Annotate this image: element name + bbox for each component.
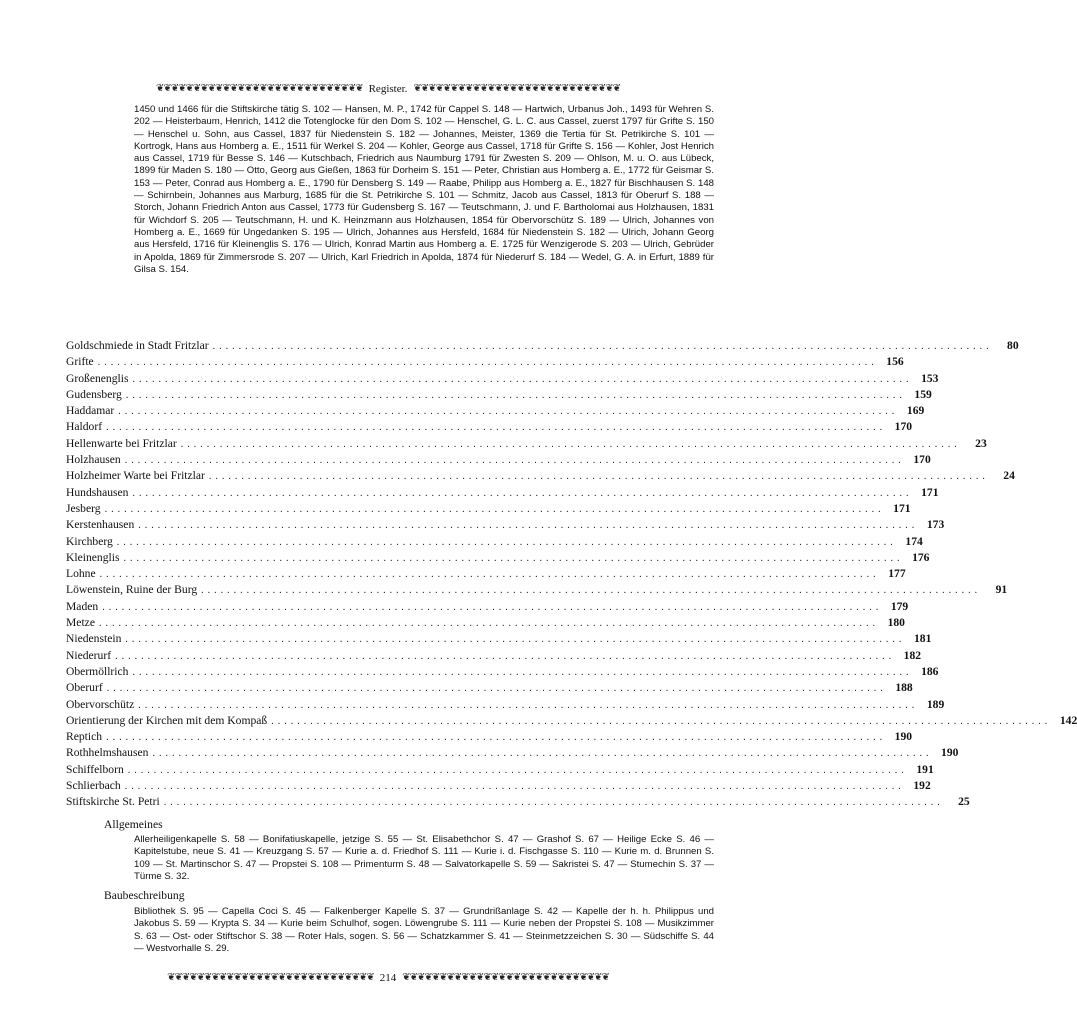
- index-entry: [66, 632, 932, 648]
- leader-dots: ........................................................................................................................: [132, 373, 913, 385]
- index-entry-page: 25: [958, 795, 970, 809]
- index-entry-name: Schiffelborn: [66, 762, 124, 776]
- index-entry-name: Schlierbach: [66, 779, 121, 793]
- index-entry-name: Orientierung der Kirchen mit dem Kompaß: [66, 713, 268, 727]
- index-entry-name: Rothhelmshausen: [66, 746, 149, 760]
- index-entry-name: Holzhausen: [66, 453, 121, 467]
- index-entry: [66, 436, 987, 453]
- page-number: 214: [379, 972, 397, 984]
- index-entry-name: Hellenwarte bei Fritzlar: [66, 436, 177, 450]
- index-entry-name: Löwenstein, Ruine der Burg: [66, 583, 198, 597]
- index-entry-page: 142: [1059, 713, 1077, 727]
- header-ornament-left: ❦❦❦❦❦❦❦❦❦❦❦❦❦❦❦❦❦❦❦❦❦❦❦❦❦❦❦❦: [155, 83, 363, 94]
- leader-dots: ........................................................................................................................: [104, 503, 885, 515]
- index-entry: [66, 404, 925, 420]
- subheading-baubeschreibung: Baubeschreibung: [104, 889, 185, 902]
- index-entry-page: 190: [894, 730, 913, 744]
- index-entry-name: Großenenglis: [66, 371, 129, 385]
- index-entry: [66, 501, 911, 518]
- index-entry-page: 180: [887, 616, 905, 630]
- index-entry-name: Grifte: [66, 355, 94, 369]
- index-entry-name: Kirchberg: [66, 534, 113, 548]
- leader-dots: ........................................................................................................................: [132, 487, 913, 499]
- leader-dots: ........................................................................................................................: [271, 715, 1052, 727]
- index-entry-page: 176: [912, 550, 930, 564]
- index-entry-page: 80: [1007, 339, 1019, 352]
- index-entry: [66, 485, 939, 502]
- page-header: [62, 82, 714, 96]
- index-entry-name: Hundshausen: [66, 485, 129, 499]
- index-entry-name: Obermöllrich: [66, 664, 129, 678]
- index-entry-name: Obervorschütz: [66, 697, 135, 711]
- leader-dots: ........................................................................................................................: [115, 650, 896, 662]
- index-entry-name: Jesberg: [66, 501, 101, 515]
- index-entry-page: 181: [914, 632, 932, 646]
- index-entry-name: Haddamar: [66, 404, 115, 418]
- leader-dots: ........................................................................................................................: [123, 552, 904, 564]
- index-entry-page: 182: [903, 648, 922, 662]
- index-entry-name: Reptich: [66, 730, 103, 744]
- index-entry-name: Niedenstein: [66, 632, 122, 646]
- index-entry: [66, 550, 930, 567]
- leader-dots: ........................................................................................................................: [106, 732, 887, 744]
- index-entry: [66, 713, 1077, 730]
- leader-dots: ........................................................................................................................: [116, 536, 897, 548]
- index-entry: [66, 355, 904, 371]
- leader-dots: ........................................................................................................................: [102, 601, 883, 613]
- index-entry-name: Kerstenhausen: [66, 518, 135, 532]
- index-entry-name: Goldschmiede in Stadt Fritzlar: [66, 339, 209, 352]
- index-entry-name: Maden: [66, 599, 99, 613]
- index-entry-page: 189: [926, 697, 945, 711]
- index-entry: [66, 762, 934, 779]
- index-entry: [66, 746, 959, 762]
- header-ornament-right: ❦❦❦❦❦❦❦❦❦❦❦❦❦❦❦❦❦❦❦❦❦❦❦❦❦❦❦❦: [413, 83, 621, 94]
- leader-dots: ........................................................................................................................: [106, 422, 887, 434]
- index-entry: [66, 469, 1015, 485]
- leader-dots: ........................................................................................................................: [97, 357, 878, 369]
- index-entry-page: 190: [941, 746, 959, 760]
- index-entry-name: Kleinenglis: [66, 550, 120, 564]
- index-entry-page: 170: [894, 420, 913, 434]
- leader-dots: ........................................................................................................................: [118, 406, 899, 418]
- leader-dots: ........................................................................................................................: [138, 699, 919, 711]
- index-entry-name: Haldorf: [66, 420, 103, 434]
- header-title: Register.: [368, 83, 408, 95]
- index-entry: [66, 681, 913, 697]
- index-entry: [66, 616, 905, 632]
- index-entry: [66, 387, 932, 404]
- index-entry-page: 173: [926, 518, 945, 532]
- index-entry-name: Lohne: [66, 567, 96, 581]
- index-entry-page: 186: [921, 664, 939, 678]
- leader-dots: ........................................................................................................................: [124, 781, 905, 793]
- index-entry-page: 191: [916, 762, 934, 776]
- leader-dots: ........................................................................................................................: [127, 764, 908, 776]
- leader-dots: ........................................................................................................................: [180, 438, 961, 450]
- index-entry: [66, 795, 970, 811]
- index-entry: [66, 420, 913, 436]
- index-entry: [66, 730, 913, 746]
- leader-dots: ........................................................................................................................: [212, 341, 993, 352]
- index-entry: [66, 664, 939, 681]
- page-footer: [62, 971, 714, 985]
- index-entry-name: Holzheimer Warte bei Fritzlar: [66, 469, 205, 483]
- register-index: [66, 339, 1077, 812]
- index-entry-name: Oberurf: [66, 681, 103, 695]
- index-entry-page: 171: [921, 485, 939, 499]
- footer-ornament-right: ❦❦❦❦❦❦❦❦❦❦❦❦❦❦❦❦❦❦❦❦❦❦❦❦❦❦❦❦: [402, 972, 609, 983]
- index-entry-name: Gudensberg: [66, 387, 122, 401]
- index-entry-page: 159: [914, 387, 932, 401]
- index-entry: [66, 779, 931, 795]
- leader-dots: ........................................................................................................................: [125, 634, 906, 646]
- index-entry-page: 171: [893, 501, 911, 515]
- leader-dots: ........................................................................................................................: [201, 585, 982, 597]
- index-entry-name: Stiftskirche St. Petri: [66, 795, 160, 809]
- index-entry: [66, 567, 906, 583]
- index-entry: [66, 583, 1008, 599]
- subheading-allgemeines: Allgemeines: [104, 818, 163, 831]
- index-entry-name: Metze: [66, 616, 95, 630]
- index-entry: [66, 648, 922, 665]
- index-entry: [66, 599, 909, 616]
- leader-dots: ........................................................................................................................: [124, 455, 905, 467]
- index-entry-page: 170: [913, 453, 931, 467]
- leader-dots: ........................................................................................................................: [163, 797, 944, 809]
- index-entry: [66, 453, 931, 469]
- index-entry: [66, 697, 945, 714]
- index-entry-page: 188: [895, 681, 913, 695]
- index-entry-page: 24: [1003, 469, 1015, 483]
- leader-dots: ........................................................................................................................: [99, 569, 880, 581]
- leader-dots: ........................................................................................................................: [132, 666, 913, 678]
- index-entry-page: 91: [995, 583, 1008, 597]
- index-entry-page: 174: [905, 534, 923, 548]
- bell-founders-paragraph: 1450 und 1466 für die Stiftskirche tätig S. 102 — Hansen, M. P., 1742 für Cappel S. 148 — Hartwich, Urbanus Joh., 1493 für Wehren S. 202 — Heisterbaum, Henrich, 1412 die Totenglocke für den Dom S. 102 — Henschel, G. L. C. aus Cassel, zuerst 1797 für Grifte S. 150 — Henschel u. Sohn, aus Cassel, 1837 für Niedenstein S. 182 — Johannes, Meister, 1369 die Tertia für St. Petrikirche S. 101 — Kortrogk, Hans aus Homberg a. E., 1511 für Werkel S. 204 — Kohler, George aus Cassel, 1718 für Grifte S. 156 — Kohler, Jost Henrich aus Cassel, 1719 für Besse S. 146 — Kutschbach, Friedrich aus Naumburg 1791 für Zwesten S. 209 — Ohlson, M. u. O. aus Lübeck, 1899 für Maden S. 180 — Otto, Georg aus Gießen, 1863 für Dorheim S. 151 — Peter, Christian aus Homberg a. E., 1772 für Geismar S. 153 — Peter, Conrad aus Homberg a. E., 1790 für Densberg S. 149 — Raabe, Philipp aus Homberg a. E., 1827 für Bischhausen S. 148 — Schirnbein, Johannes aus Marburg, 1685 für die St. Petrikirche S. 101 — Schmitz, Jacob aus Cassel, 1813 für Oberurf S. 188 — Storch, Johann Friedrich Anton aus Cassel, 1773 für Gudensberg S. 167 — Teutschmann, J. und F. Bartholomai aus Holzhausen, 1831 für Wichdorf S. 205 — Teutschmann, H. und K. Heinzmann aus Holzhausen, 1854 für Obervorschütz S. 189 — Ulrich, Johannes von Homberg a. E., 1669 für Ungedanken S. 195 — Ulrich, Johannes aus Hersfeld, 1684 für Niedenstein S. 182 — Ulrich, Johann Georg aus Hersfeld, 1716 für Kleinenglis S. 176 — Ulrich, Konrad Martin aus Homberg a. E. 1725 für Wenzigerode S. 203 — Ulrich, Gebrüder in Apolda, 1869 für Zimmersrode S. 207 — Ulrich, Karl Friedrich in Apolda, 1874 für Niederurf S. 184 — Wedel, G. A. in Erfurt, 1889 für Gilsa S. 154.: [134, 104, 714, 275]
- index-entry: [66, 534, 923, 551]
- index-entry-page: 156: [886, 355, 904, 369]
- baubeschreibung-paragraph: Bibliothek S. 95 — Capella Coci S. 45 — Falkenberger Kapelle S. 37 — Grundrißanlage S. 42 — Kapelle der h. h. Philippus und Jakobus S. 59 — Krypta S. 34 — Kurie beim Schulhof, sogen. Löwengrube S. 111 — Kurie neben der Propstei S. 108 — Musikzimmer S. 63 — Ost- oder Stiftschor S. 38 — Roter Hals, sogen. S. 56 — Schatzkammer S. 41 — Steinmetzzeichen S. 30 — Südschiffe S. 44 — Westvorhalle S. 29.: [134, 906, 714, 954]
- leader-dots: ........................................................................................................................: [98, 618, 879, 630]
- index-entry-page: 192: [913, 779, 931, 793]
- index-entry: [66, 371, 939, 388]
- allgemeines-paragraph: Allerheiligenkapelle S. 58 — Bonifatiuskapelle, jetzige S. 55 — St. Elisabethchor S. 47 — Grashof S. 67 — Heilige Ecke S. 46 — Kapitelstube, neue S. 41 — Kreuzgang S. 57 — Kurie a. d. Friedhof S. 111 — Kurie i. d. Fischgasse S. 110 — Kurie m. d. Brunnen S. 109 — St. Martinschor S. 47 — Propstei S. 108 — Primenturm S. 48 — Salvatorkapelle S. 59 — Sakristei S. 47 — Stumechin S. 37 — Türme S. 32.: [134, 834, 714, 882]
- leader-dots: ........................................................................................................................: [106, 683, 887, 695]
- index-entry: [66, 339, 1019, 355]
- index-entry: [66, 518, 945, 534]
- index-entry-page: 153: [921, 371, 939, 385]
- index-entry-page: 169: [906, 404, 925, 418]
- index-entry-page: 177: [888, 567, 906, 581]
- index-entry-name: Niederurf: [66, 648, 112, 662]
- leader-dots: ........................................................................................................................: [208, 471, 989, 483]
- leader-dots: ........................................................................................................................: [125, 389, 906, 401]
- index-entry-page: 23: [975, 436, 987, 450]
- leader-dots: ........................................................................................................................: [138, 520, 919, 532]
- footer-ornament-left: ❦❦❦❦❦❦❦❦❦❦❦❦❦❦❦❦❦❦❦❦❦❦❦❦❦❦❦❦: [167, 972, 374, 983]
- index-entry-page: 179: [890, 599, 909, 613]
- leader-dots: ........................................................................................................................: [152, 748, 933, 760]
